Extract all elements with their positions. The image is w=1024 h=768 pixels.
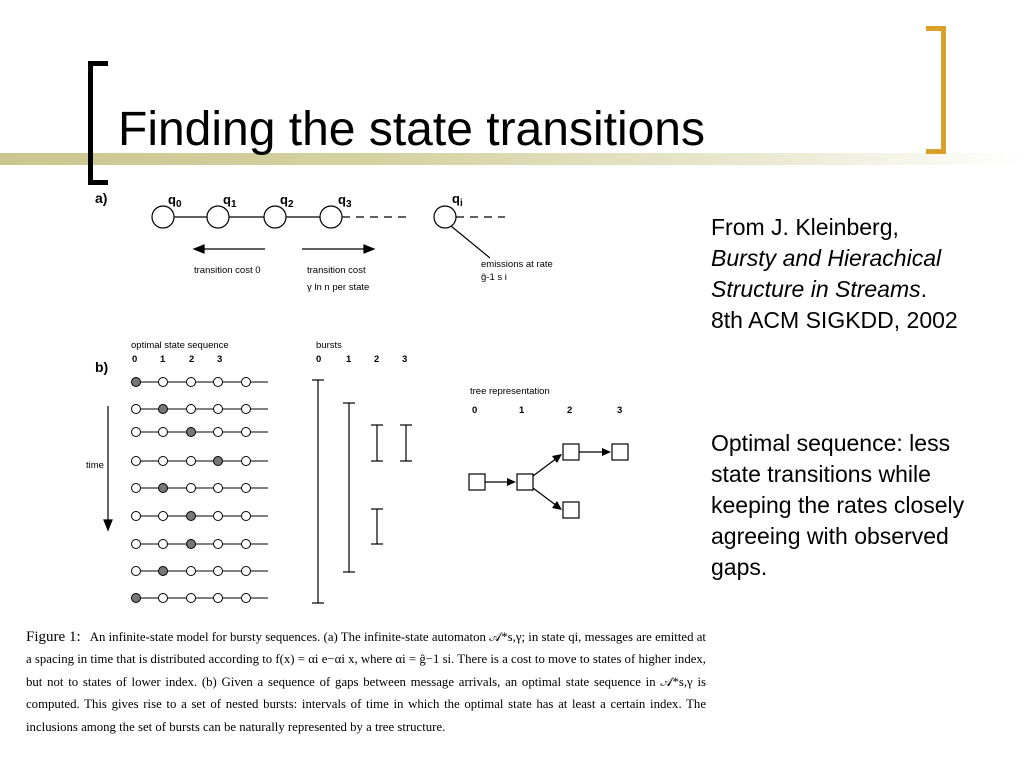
- tree-col-3: 3: [617, 405, 623, 416]
- slide-title: Finding the state transitions: [118, 103, 705, 156]
- sequence-active-state: [187, 540, 196, 549]
- sequence-state: [187, 567, 196, 576]
- emissions-rate-label: emissions at rate: [481, 259, 553, 270]
- state-q2-node: [264, 206, 286, 228]
- transition-cost-per-state-label: γ ln n per state: [307, 282, 370, 293]
- optimal-sequence-note: Optimal sequence: less state transitions while keeping the rates closely agreeing with observed gaps.: [711, 430, 965, 580]
- sequence-state: [132, 428, 141, 437]
- state-qi-label: $q_i$: [452, 191, 463, 209]
- sequence-state: [214, 540, 223, 549]
- sequence-state: [187, 405, 196, 414]
- bursts-heading: bursts: [316, 340, 342, 351]
- sequence-active-state: [132, 594, 141, 603]
- sequence-state: [242, 405, 251, 414]
- optimal-col-2: 2: [189, 354, 195, 365]
- sequence-state: [242, 378, 251, 387]
- optimal-col-1: 1: [160, 354, 166, 365]
- tree-col-0: 0: [472, 405, 478, 416]
- sequence-active-state: [159, 405, 168, 414]
- bursts-column-labels: [316, 354, 407, 365]
- transition-cost-zero-label: transition cost 0: [194, 265, 261, 276]
- sequence-state: [242, 457, 251, 466]
- tree-node-level3: [612, 444, 628, 460]
- reference-text: [711, 212, 981, 336]
- optimal-column-labels: [132, 354, 222, 365]
- sequence-state: [132, 484, 141, 493]
- tree-col-1: 1: [519, 405, 525, 416]
- sequence-active-state: [187, 512, 196, 521]
- tree-structure: [469, 444, 628, 518]
- sequence-state: [132, 457, 141, 466]
- state-sequence-rows: [132, 378, 269, 603]
- time-label: time: [86, 460, 104, 471]
- reference-title-line: [711, 243, 981, 305]
- sequence-state: [159, 457, 168, 466]
- tree-node-level2-top: [563, 444, 579, 460]
- sequence-active-state: [159, 484, 168, 493]
- part-a-label: a): [95, 190, 108, 206]
- tree-heading: tree representation: [470, 386, 550, 397]
- transition-arrows: [194, 245, 374, 253]
- burst-intervals: [312, 380, 412, 603]
- sequence-active-state: [132, 378, 141, 387]
- sequence-state: [159, 594, 168, 603]
- figure-caption: [26, 626, 706, 738]
- tree-col-2: 2: [567, 405, 573, 416]
- sequence-state: [214, 405, 223, 414]
- reference-title-period: .: [920, 276, 928, 302]
- state-q2-label: $q_2$: [280, 192, 294, 210]
- sequence-state: [242, 540, 251, 549]
- state-q1-label: $q_1$: [223, 192, 237, 210]
- sequence-state: [132, 567, 141, 576]
- sequence-state: [159, 540, 168, 549]
- sequence-state: [242, 512, 251, 521]
- bursts-col-1: 1: [346, 354, 352, 365]
- sequence-state: [242, 428, 251, 437]
- automaton-states: [152, 206, 505, 258]
- optimal-col-0: 0: [132, 354, 138, 365]
- sequence-state: [159, 512, 168, 521]
- sequence-state: [132, 405, 141, 414]
- sequence-state: [159, 428, 168, 437]
- state-qi-node-gap: [320, 206, 342, 228]
- sequence-state: [214, 484, 223, 493]
- reference-venue: 8th ACM SIGKDD, 2002: [711, 307, 958, 333]
- sequence-state: [187, 484, 196, 493]
- state-q0-node: [152, 206, 174, 228]
- tree-column-labels: [472, 405, 622, 416]
- sequence-state: [214, 428, 223, 437]
- tree-node-level2-bottom: [563, 502, 579, 518]
- optimal-col-3: 3: [217, 354, 223, 365]
- sequence-state: [214, 567, 223, 576]
- optimal-sequence-heading: optimal state sequence: [131, 340, 229, 351]
- state-qi-node: [434, 206, 456, 228]
- sequence-state: [132, 540, 141, 549]
- sequence-active-state: [187, 428, 196, 437]
- sequence-state: [242, 594, 251, 603]
- transition-cost-label: transition cost: [307, 265, 366, 276]
- sequence-state: [242, 567, 251, 576]
- emissions-rate-formula: ĝ-1 s i: [481, 272, 507, 283]
- sequence-state: [214, 594, 223, 603]
- sequence-state: [214, 512, 223, 521]
- state-q0-label: $q_0$: [168, 192, 182, 210]
- part-b-label: b): [95, 359, 109, 375]
- tree-node-root: [469, 474, 485, 490]
- sequence-state: [159, 378, 168, 387]
- sequence-active-state: [214, 457, 223, 466]
- state-q1-node: [207, 206, 229, 228]
- reference-title: Bursty and Hierachical Structure in Streams: [711, 245, 942, 302]
- sequence-state: [187, 457, 196, 466]
- sequence-state: [214, 378, 223, 387]
- time-axis: [104, 406, 112, 530]
- state-q3-label: $q_3$: [338, 192, 352, 210]
- bursts-col-2: 2: [374, 354, 380, 365]
- reference-author: From J. Kleinberg,: [711, 214, 899, 240]
- sequence-state: [242, 484, 251, 493]
- sequence-state: [132, 512, 141, 521]
- caption-text: An infinite-state model for bursty sequences. (a) The infinite-state automaton 𝒜*s,γ; in state qi, messages are emitted at a spacing in time that is distributed according to f(x) = αi e−αi x, where αi = ĝ−1 si. There is a cost to move to states of higher index, but not to states of lower index. (b) Given a sequence of gaps between message arrivals, an optimal state sequence in 𝒜*s,γ is computed. This gives rise to a set of nested bursts: intervals of time in which the optimal state has at least a certain index. The inclusions among the set of bursts can be naturally represented by a tree structure.: [26, 630, 706, 734]
- sequence-state: [187, 378, 196, 387]
- sequence-state: [187, 594, 196, 603]
- bursts-col-0: 0: [316, 354, 322, 365]
- sequence-active-state: [159, 567, 168, 576]
- bursts-col-3: 3: [402, 354, 408, 365]
- caption-label: Figure 1:: [26, 629, 81, 645]
- tree-node-level1: [517, 474, 533, 490]
